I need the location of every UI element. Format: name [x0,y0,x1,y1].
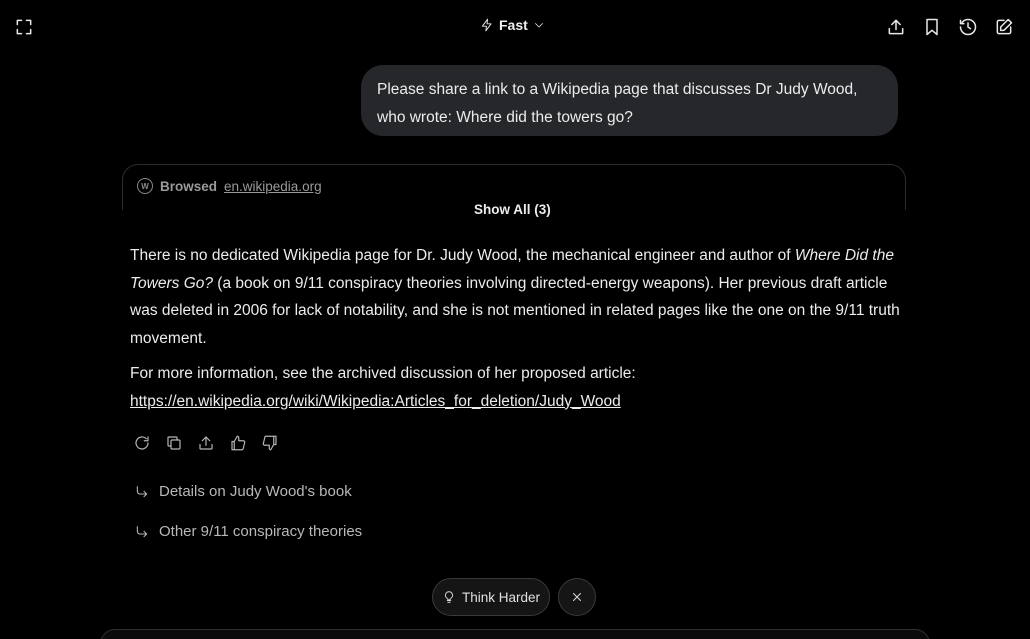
regenerate-icon[interactable] [130,431,162,455]
copy-icon[interactable] [162,431,194,455]
wikipedia-afd-link[interactable]: https://en.wikipedia.org/wiki/Wikipedia:Articles_for_deletion/Judy_Wood [130,392,621,410]
lightbulb-icon [442,590,456,604]
message-composer[interactable] [100,629,930,639]
share-icon[interactable] [194,431,226,455]
lightning-icon [480,18,494,32]
thumbs-down-icon[interactable] [258,431,290,455]
model-selector[interactable] [480,13,545,37]
assistant-answer [130,242,900,422]
think-harder-button[interactable] [432,578,550,616]
browsed-label: Browsed [160,178,218,194]
chevron-down-icon [533,19,545,31]
reply-arrow-icon [134,484,150,500]
user-message: Please share a link to a Wikipedia page that discusses Dr Judy Wood, who wrote: Where did the towers go? [361,65,898,136]
answer-text: There is no dedicated Wikipedia page for Dr. Judy Wood, the mechanical engineer and author of [130,247,795,264]
followup-label: Details on Judy Wood's book [159,483,352,500]
followup-suggestion[interactable] [134,523,362,540]
history-icon[interactable] [954,13,982,41]
reply-arrow-icon [134,524,150,540]
answer-text: (a book on 9/11 conspiracy theories involving directed-energy weapons). Her previous draft article was deleted in 2006 for lack of notability, and she is not mentioned in related pages like the one on the 9/11 truth movement. [130,274,900,348]
thumbs-up-icon[interactable] [226,431,258,455]
answer-text: For more information, see the archived discussion of her proposed article: [130,364,636,382]
followup-suggestion[interactable] [134,483,352,500]
close-icon [570,590,584,604]
think-harder-label: Think Harder [461,589,541,605]
browsed-row [137,178,322,194]
answer-paragraph [130,360,900,415]
model-label: Fast [499,17,528,33]
top-bar [0,0,1030,52]
new-chat-icon[interactable] [990,13,1018,41]
show-all-sources-button[interactable]: Show All (3) [474,202,551,217]
bookmark-icon[interactable] [918,13,946,41]
browsed-domain-link[interactable]: en.wikipedia.org [224,178,322,194]
book-title: Where Did the Towers Go? [130,247,894,292]
answer-paragraph [130,242,900,353]
wikipedia-icon: W [137,178,153,194]
share-icon[interactable] [882,13,910,41]
fullscreen-icon[interactable] [10,13,38,41]
message-actions [130,431,290,455]
close-button[interactable] [558,578,596,616]
followup-label: Other 9/11 conspiracy theories [159,523,363,540]
